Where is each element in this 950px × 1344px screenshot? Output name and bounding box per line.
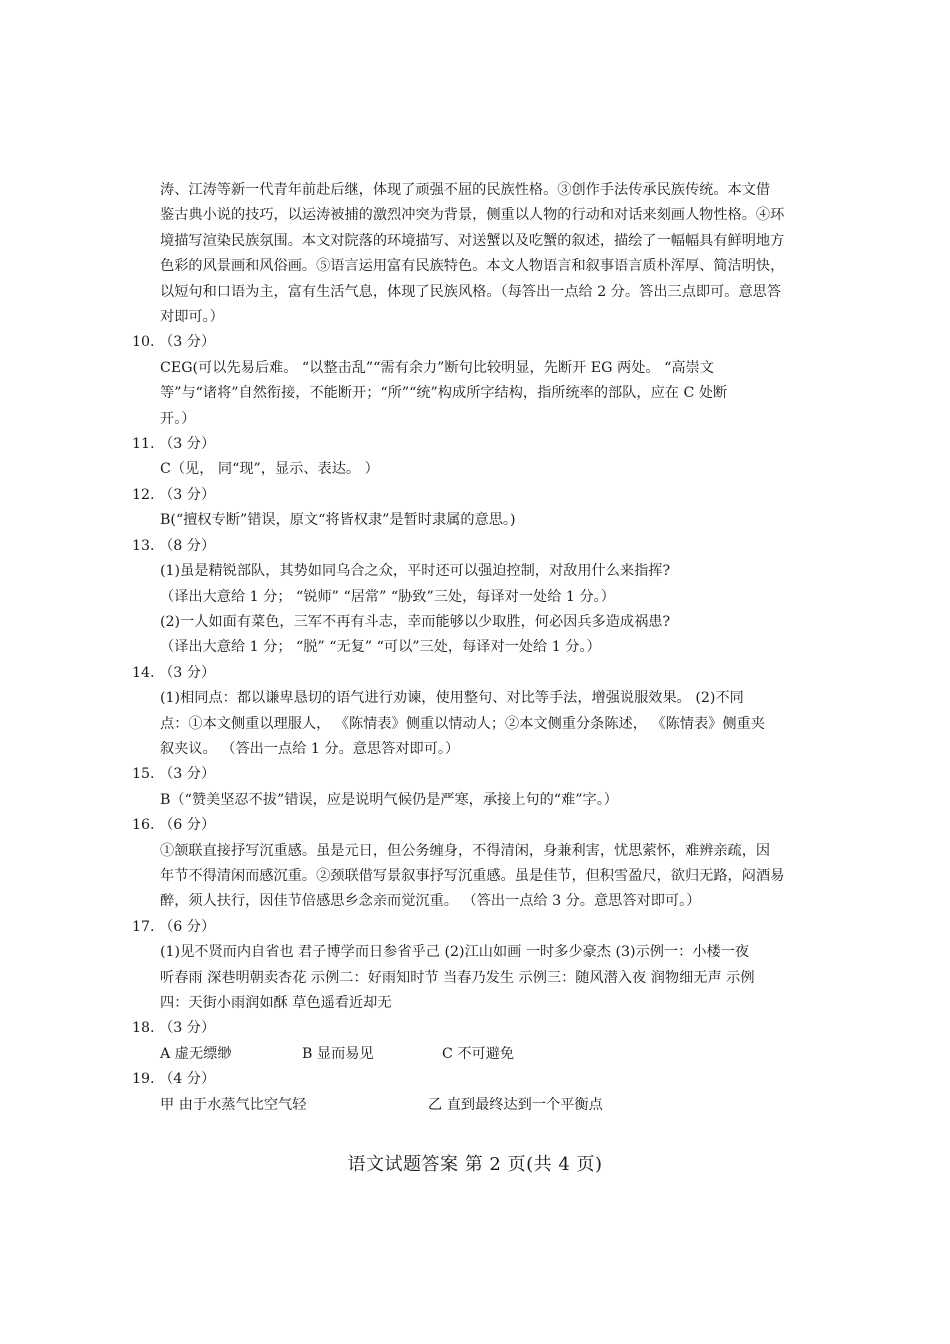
answer-line: 点：①本文侧重以理服人， 《陈情表》侧重以情动人；②本文侧重分条陈述， 《陈情表》侧重夹 <box>160 715 765 732</box>
answer-line: B（“赞美坚忍不拔”错误，应是说明气候仍是严寒，承接上句的“难”字。） <box>160 791 618 808</box>
answer-line: 年节不得清闲而感沉重。②颈联借写景叙事抒写沉重感。虽是佳节，但积雪盈尺，欲归无路，闷酒易 <box>160 867 785 884</box>
answer-option-b: B 显而易见 <box>302 1045 374 1062</box>
answer-line: （译出大意给 1 分； “锐师” “居常” “胁致”三处，每译对一处给 1 分。） <box>160 588 615 605</box>
text-line: 涛、江涛等新一代青年前赴后继，体现了顽强不屈的民族性格。③创作手法传承民族传统。本文借 <box>160 182 771 198</box>
question-number: 13. （8 分） <box>132 537 216 554</box>
question-15 <box>132 762 822 813</box>
text-line: 境描写渲染民族氛围。本文对院落的环境描写、对送蟹以及吃蟹的叙述，描绘了一幅幅具有鲜明地方 <box>160 232 785 249</box>
answer-line: CEG(可以先易后难。 “以整击乱”“需有余力”断句比较明显，先断开 EG 两处。 “高崇文 <box>160 359 714 376</box>
answer-line: 等”与“诸将”自然衔接，不能断开；“所”“统”构成所字结构，指所统率的部队，应在 C 处断 <box>160 385 728 402</box>
question-19 <box>132 1067 822 1118</box>
answer-line: (1)虽是精锐部队，其势如同乌合之众，平时还可以强迫控制，对敌用什么来指挥? <box>160 563 671 580</box>
answer-line: (1)相同点：都以谦卑恳切的语气进行劝谏，使用整句、对比等手法，增强说服效果。 (2)不同 <box>160 690 744 707</box>
question-13 <box>132 534 822 661</box>
question-18 <box>132 1016 822 1067</box>
continuation-paragraph <box>132 178 822 330</box>
page-footer: 语文试题答案 第 2 页(共 4 页) <box>347 1154 603 1175</box>
answer-content <box>132 178 822 1118</box>
answer-yi: 乙 直到最终达到一个平衡点 <box>428 1096 603 1113</box>
question-number: 10. （3 分） <box>132 334 216 351</box>
answer-jia: 甲 由于水蒸气比空气轻 <box>160 1096 307 1113</box>
text-line: 以短句和口语为主，富有生活气息，体现了民族风格。（每答出一点给 2 分。答出三点即可。意思答 <box>160 283 782 300</box>
answer-line: 开。） <box>160 410 196 427</box>
answer-option-c: C 不可避免 <box>442 1045 515 1062</box>
question-number: 14. （3 分） <box>132 664 216 681</box>
answer-line: （译出大意给 1 分； “脱” “无复” “可以”三处，每译对一处给 1 分。） <box>160 639 601 656</box>
question-number: 15. （3 分） <box>132 766 216 783</box>
question-12 <box>132 483 822 534</box>
answer-line: ①颔联直接抒写沉重感。虽是元日，但公务缠身，不得清闲，身兼利害，忧思萦怀，难辨亲疏，因 <box>160 842 771 859</box>
question-16 <box>132 813 822 915</box>
answer-option-a: A 虚无缥缈 <box>160 1045 232 1062</box>
question-17 <box>132 915 822 1017</box>
question-number: 12. （3 分） <box>132 486 216 503</box>
answer-line: C（见， 同“现”，显示、表达。 ） <box>160 461 379 478</box>
text-line: 对即可。） <box>160 309 224 326</box>
text-line: 色彩的风景画和风俗画。⑤语言运用富有民族特色。本文人物语言和叙事语言质朴浑厚、简洁明快， <box>160 258 785 275</box>
question-number: 11. （3 分） <box>132 436 216 453</box>
question-number: 16. （6 分） <box>132 817 216 834</box>
question-number: 18. （3 分） <box>132 1020 216 1037</box>
answer-line: B(“擅权专断”错误，原文“将皆权隶”是暂时隶属的意思。) <box>160 512 516 529</box>
answer-line: (1)见不贤而内自省也 君子博学而日参省乎己 (2)江山如画 一时多少豪杰 (3)示例一：小楼一夜 <box>160 944 750 961</box>
answer-line: 叙夹议。 （答出一点给 1 分。意思答对即可。） <box>160 740 460 757</box>
question-11 <box>132 432 822 483</box>
answer-line: 听春雨 深巷明朝卖杏花 示例二：好雨知时节 当春乃发生 示例三：随风潜入夜 润物细无声 示例 <box>160 969 755 986</box>
answer-line: 四：天街小雨润如酥 草色遥看近却无 <box>160 995 392 1011</box>
question-10 <box>132 330 822 432</box>
text-line: 鉴古典小说的技巧，以运涛被捕的激烈冲突为背景，侧重以人物的行动和对话来刻画人物性格。④环 <box>160 207 785 224</box>
question-number: 17. （6 分） <box>132 918 216 935</box>
question-number: 19. （4 分） <box>132 1071 216 1088</box>
question-14 <box>132 661 822 763</box>
answer-line: 醉，须人扶行，因佳节倍感思乡念亲而觉沉重。 （答出一点给 3 分。意思答对即可。） <box>160 893 701 910</box>
answer-line: (2)一人如面有菜色，三军不再有斗志，幸而能够以少取胜，何必因兵多造成祸患? <box>160 613 671 630</box>
